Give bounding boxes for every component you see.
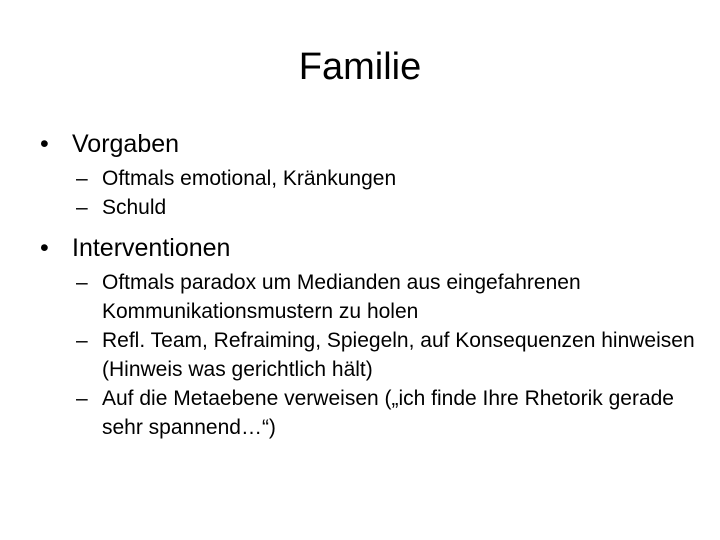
bullet-item-vorgaben [36,128,696,160]
slide-content [36,128,696,442]
sub-bullet-text: Schuld [102,196,167,219]
sub-bullet-text: Auf die Metaebene verweisen („ich finde Ihre Rhetorik gerade sehr spannend…“) [102,387,674,439]
bullet-label: Vorgaben [72,130,180,158]
sub-bullet-item [36,326,696,384]
sub-bullet-text: Oftmals paradox um Medianden aus eingefahrenen Kommunikationsmustern zu holen [102,271,581,323]
sub-bullet-item [36,193,696,222]
bullet-marker: • [40,130,49,158]
dash-marker: – [76,167,88,190]
dash-marker: – [76,387,88,410]
slide-title: Familie [298,46,422,88]
sub-bullet-item [36,164,696,193]
dash-marker: – [76,329,88,352]
dash-marker: – [76,271,88,294]
sub-bullet-item [36,384,696,442]
sub-bullet-text: Oftmals emotional, Kränkungen [102,167,397,190]
dash-marker: – [76,196,88,219]
bullet-label: Interventionen [72,234,231,262]
bullet-item-interventionen [36,232,696,264]
sub-bullet-text: Refl. Team, Refraiming, Spiegeln, auf Konsequenzen hinweisen (Hinweis was gerichtlich hält) [102,329,695,381]
sub-bullet-item [36,268,696,326]
bullet-marker: • [40,234,49,262]
